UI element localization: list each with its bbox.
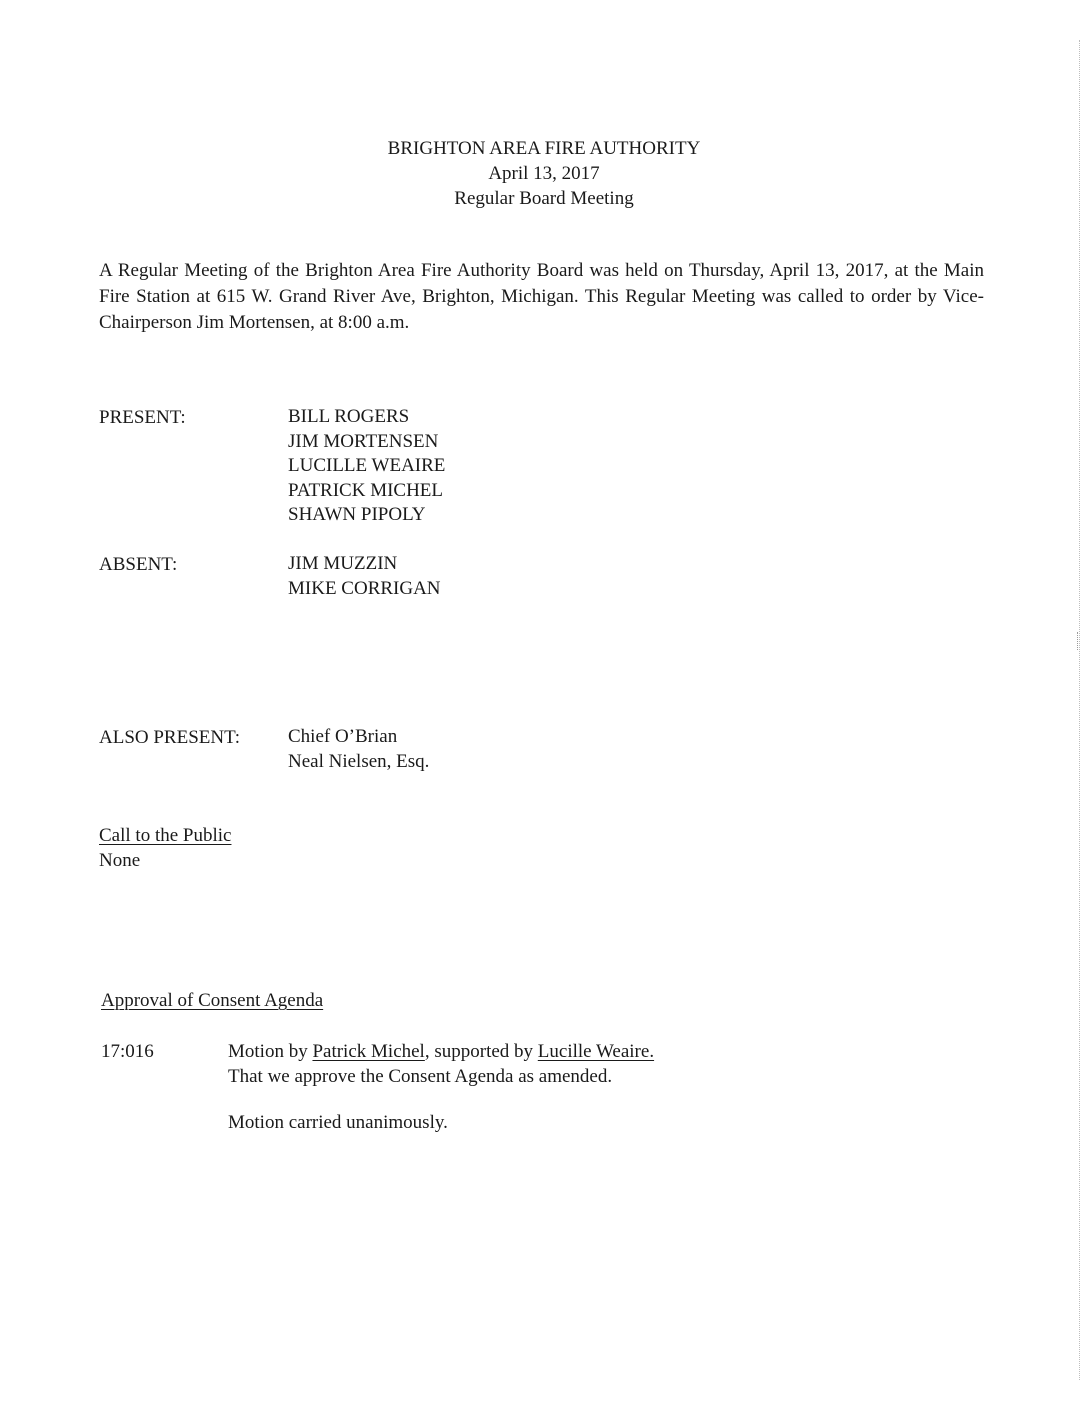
present-member: BILL ROGERS bbox=[288, 406, 410, 427]
scan-edge-dash bbox=[1077, 632, 1086, 650]
motion-result: Motion carried unanimously. bbox=[228, 1112, 448, 1133]
present-list bbox=[288, 405, 445, 528]
motion-number: 17:016 bbox=[101, 1041, 154, 1062]
absent-member: MIKE CORRIGAN bbox=[288, 577, 441, 599]
meeting-type: Regular Board Meeting bbox=[454, 188, 634, 209]
also-present-person: Neal Nielsen, Esq. bbox=[288, 750, 430, 772]
motion-mover: Patrick Michel bbox=[312, 1041, 425, 1062]
present-label: PRESENT: bbox=[99, 407, 186, 428]
present-member: PATRICK MICHEL bbox=[288, 479, 444, 501]
document-header bbox=[0, 136, 1088, 211]
also-present-label: ALSO PRESENT: bbox=[99, 727, 241, 748]
absent-label: ABSENT: bbox=[99, 554, 178, 575]
present-member: JIM MORTENSEN bbox=[288, 430, 439, 452]
intro-paragraph: A Regular Meeting of the Brighton Area Fire Authority Board was held on Thursday, April 13, 2017, at the Main Fire Station at 615 W. Grand River Ave, Brighton, Michigan. This Regular Meeting was called to order by Vice-Chairperson Jim Mortensen, at 8:00 a.m. bbox=[99, 260, 984, 333]
also-present-person: Chief O’Brian bbox=[288, 726, 398, 747]
call-to-public-text: None bbox=[99, 850, 141, 871]
motion-supporter: Lucille Weaire. bbox=[537, 1041, 655, 1062]
absent-member: JIM MUZZIN bbox=[288, 553, 398, 574]
consent-agenda-heading: Approval of Consent Agenda bbox=[101, 990, 324, 1011]
call-to-public-heading: Call to the Public bbox=[99, 825, 232, 846]
present-member: LUCILLE WEAIRE bbox=[288, 455, 446, 476]
organization-title: BRIGHTON AREA FIRE AUTHORITY bbox=[387, 138, 701, 159]
motion-text: That we approve the Consent Agenda as amended. bbox=[228, 1066, 613, 1087]
absent-list bbox=[288, 552, 441, 601]
motion-middle: , supported by bbox=[424, 1041, 538, 1062]
meeting-date: April 13, 2017 bbox=[488, 163, 600, 184]
present-member: SHAWN PIPOLY bbox=[288, 504, 426, 525]
scan-edge-mark bbox=[1078, 40, 1080, 1380]
also-present-list bbox=[288, 725, 429, 774]
motion-prefix: Motion by bbox=[228, 1041, 313, 1062]
motion-line bbox=[228, 1039, 654, 1064]
